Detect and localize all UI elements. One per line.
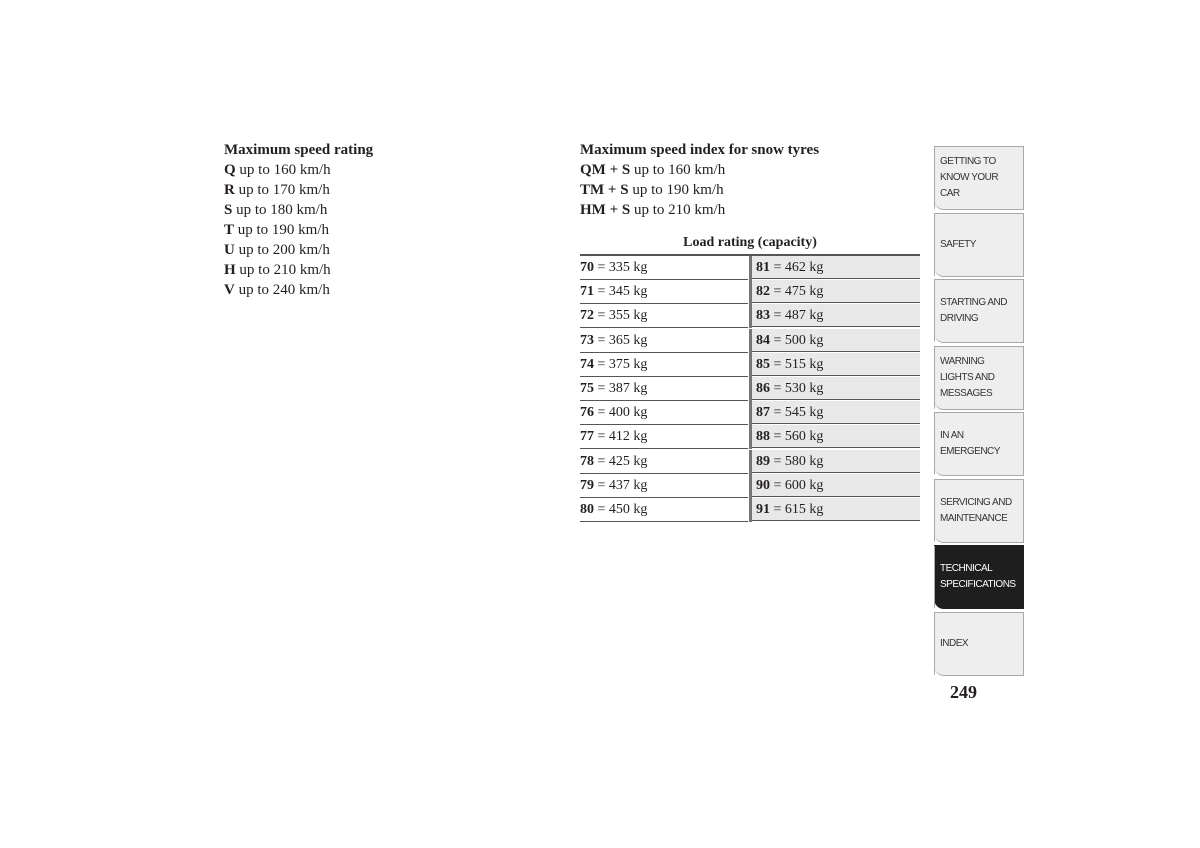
table-cell-left: 70 = 335 kg [580,256,748,280]
table-cell-left: 75 = 387 kg [580,377,748,401]
page-number: 249 [950,682,977,702]
table-cell-right: 83 = 487 kg [752,304,920,327]
tab-label: STARTING AND DRIVING [940,297,1007,324]
tab-in-an-emergency[interactable] [934,412,1024,476]
table-cell-left: 77 = 412 kg [580,425,748,449]
table-cell-right: 91 = 615 kg [752,498,920,521]
table-cell-right: 87 = 545 kg [752,401,920,424]
tab-safety[interactable] [934,213,1024,277]
tab-label: GETTING TO KNOW YOUR CAR [940,156,999,199]
table-row [580,450,920,474]
table-cell-right: 81 = 462 kg [752,256,920,279]
tab-getting-to-know-your-car[interactable] [934,146,1024,210]
table-cell-left: 72 = 355 kg [580,304,748,328]
table-row [580,256,920,280]
table-row [580,304,920,328]
table-row [580,474,920,498]
table-cell-right: 88 = 560 kg [752,425,920,448]
table-row [580,498,920,522]
tab-warning-lights-and-messages[interactable] [934,346,1024,410]
speed-rating-heading: Maximum speed rating [224,142,374,158]
speed-rating-item: U up to 200 km/h [224,242,330,258]
table-cell-right: 84 = 500 kg [752,329,920,352]
table-cell-left: 76 = 400 kg [580,401,748,425]
snow-tyres-item: TM + S up to 190 km/h [580,182,724,198]
tab-label: SAFETY [940,238,976,250]
tab-label: INDEX [940,637,969,649]
table-row [580,329,920,353]
tab-label: IN AN EMERGENCY [940,430,1000,457]
snow-tyres-item: HM + S up to 210 km/h [580,202,726,218]
tab-index[interactable] [934,612,1024,676]
speed-rating-item: T up to 190 km/h [224,222,330,238]
speed-rating-item: H up to 210 km/h [224,262,331,278]
speed-rating-item: S up to 180 km/h [224,202,328,218]
table-cell-left: 78 = 425 kg [580,450,748,474]
speed-rating-item: Q up to 160 km/h [224,162,331,178]
table-row [580,377,920,401]
speed-rating-item: R up to 170 km/h [224,182,330,198]
table-row [580,280,920,304]
table-cell-left: 71 = 345 kg [580,280,748,304]
table-cell-left: 79 = 437 kg [580,474,748,498]
tab-servicing-and-maintenance[interactable] [934,479,1024,543]
snow-tyres-heading: Maximum speed index for snow tyres [580,142,820,158]
table-cell-right: 82 = 475 kg [752,280,920,303]
table-cell-left: 74 = 375 kg [580,353,748,377]
table-cell-right: 90 = 600 kg [752,474,920,497]
table-cell-right: 86 = 530 kg [752,377,920,400]
table-row [580,401,920,425]
table-cell-right: 89 = 580 kg [752,450,920,473]
tab-label: TECHNICAL SPECIFICATIONS [940,563,1016,590]
table-row [580,353,920,377]
table-cell-right: 85 = 515 kg [752,353,920,376]
table-row [580,425,920,449]
snow-tyres-item: QM + S up to 160 km/h [580,162,726,178]
table-cell-left: 73 = 365 kg [580,329,748,353]
tab-label: WARNING LIGHTS AND MESSAGES [940,355,995,399]
tab-starting-and-driving[interactable] [934,279,1024,343]
tab-technical-specifications[interactable] [934,545,1024,609]
tab-label: SERVICING AND MAINTENANCE [940,496,1012,524]
load-rating-title: Load rating (capacity) [683,235,817,250]
speed-rating-item: V up to 240 km/h [224,282,330,298]
table-cell-left: 80 = 450 kg [580,498,748,522]
